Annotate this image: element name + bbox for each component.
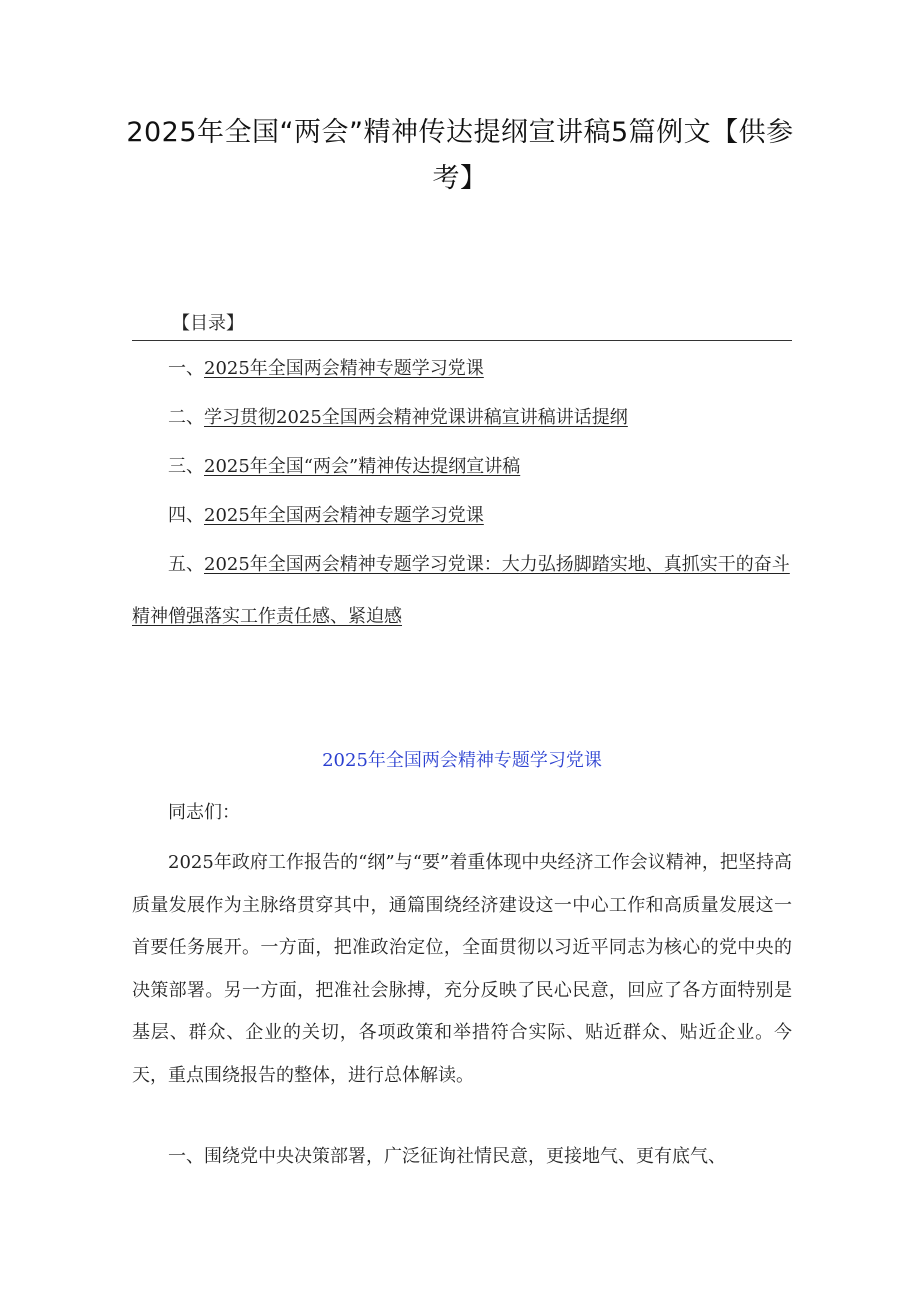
toc-item-link[interactable]: 学习贯彻2025全国两会精神党课讲稿宣讲稿讲话提纲 xyxy=(204,407,628,428)
toc-item-number: 二、 xyxy=(168,407,204,428)
body-paragraph: 一、围绕党中央决策部署，广泛征询社情民意，更接地气、更有底气、 xyxy=(168,1146,726,1167)
toc-item-number: 三、 xyxy=(168,456,204,477)
table-of-contents xyxy=(132,356,792,666)
toc-item-number: 四、 xyxy=(168,505,204,526)
toc-item xyxy=(132,503,792,529)
greeting-text: 同志们： xyxy=(168,802,240,823)
toc-item xyxy=(132,454,792,480)
toc-label: 【目录】 xyxy=(172,313,244,334)
toc-item-number: 一、 xyxy=(168,358,204,379)
section-heading: 2025年全国两会精神专题学习党课 xyxy=(322,750,602,771)
document-title: 2025年全国“两会”精神传达提纲宣讲稿5篇例文【供参考】 xyxy=(126,117,794,194)
toc-item xyxy=(132,356,792,382)
toc-item xyxy=(132,405,792,431)
toc-item-link[interactable]: 2025年全国两会精神专题学习党课：大力弘扬脚踏实地、真抓实干的奋斗精神僧强落实工作责任感、紧迫感 xyxy=(132,554,790,627)
toc-item-link[interactable]: 2025年全国两会精神专题学习党课 xyxy=(204,505,484,526)
toc-item-link[interactable]: 2025年全国两会精神专题学习党课 xyxy=(204,358,484,379)
toc-item-link[interactable]: 2025年全国“两会”精神传达提纲宣讲稿 xyxy=(204,456,521,477)
body-paragraph: 2025年政府工作报告的“纲”与“要”着重体现中央经济工作会议精神，把坚持高质量发展作为主脉络贯穿其中，通篇围绕经济建设这一中心工作和高质量发展这一首要任务展开。一方面，把准政治定位，全面贯彻以习近平同志为核心的党中央的决策部署。另一方面，把准社会脉搏，充分反映了民心民意，回应了各方面特别是基层、群众、企业的关切，各项政策和举措符合实际、贴近群众、贴近企业。今天，重点围绕报告的整体，进行总体解读。 xyxy=(132,852,792,1086)
toc-item xyxy=(132,539,792,643)
toc-divider xyxy=(132,340,792,341)
toc-item-number: 五、 xyxy=(168,554,204,575)
